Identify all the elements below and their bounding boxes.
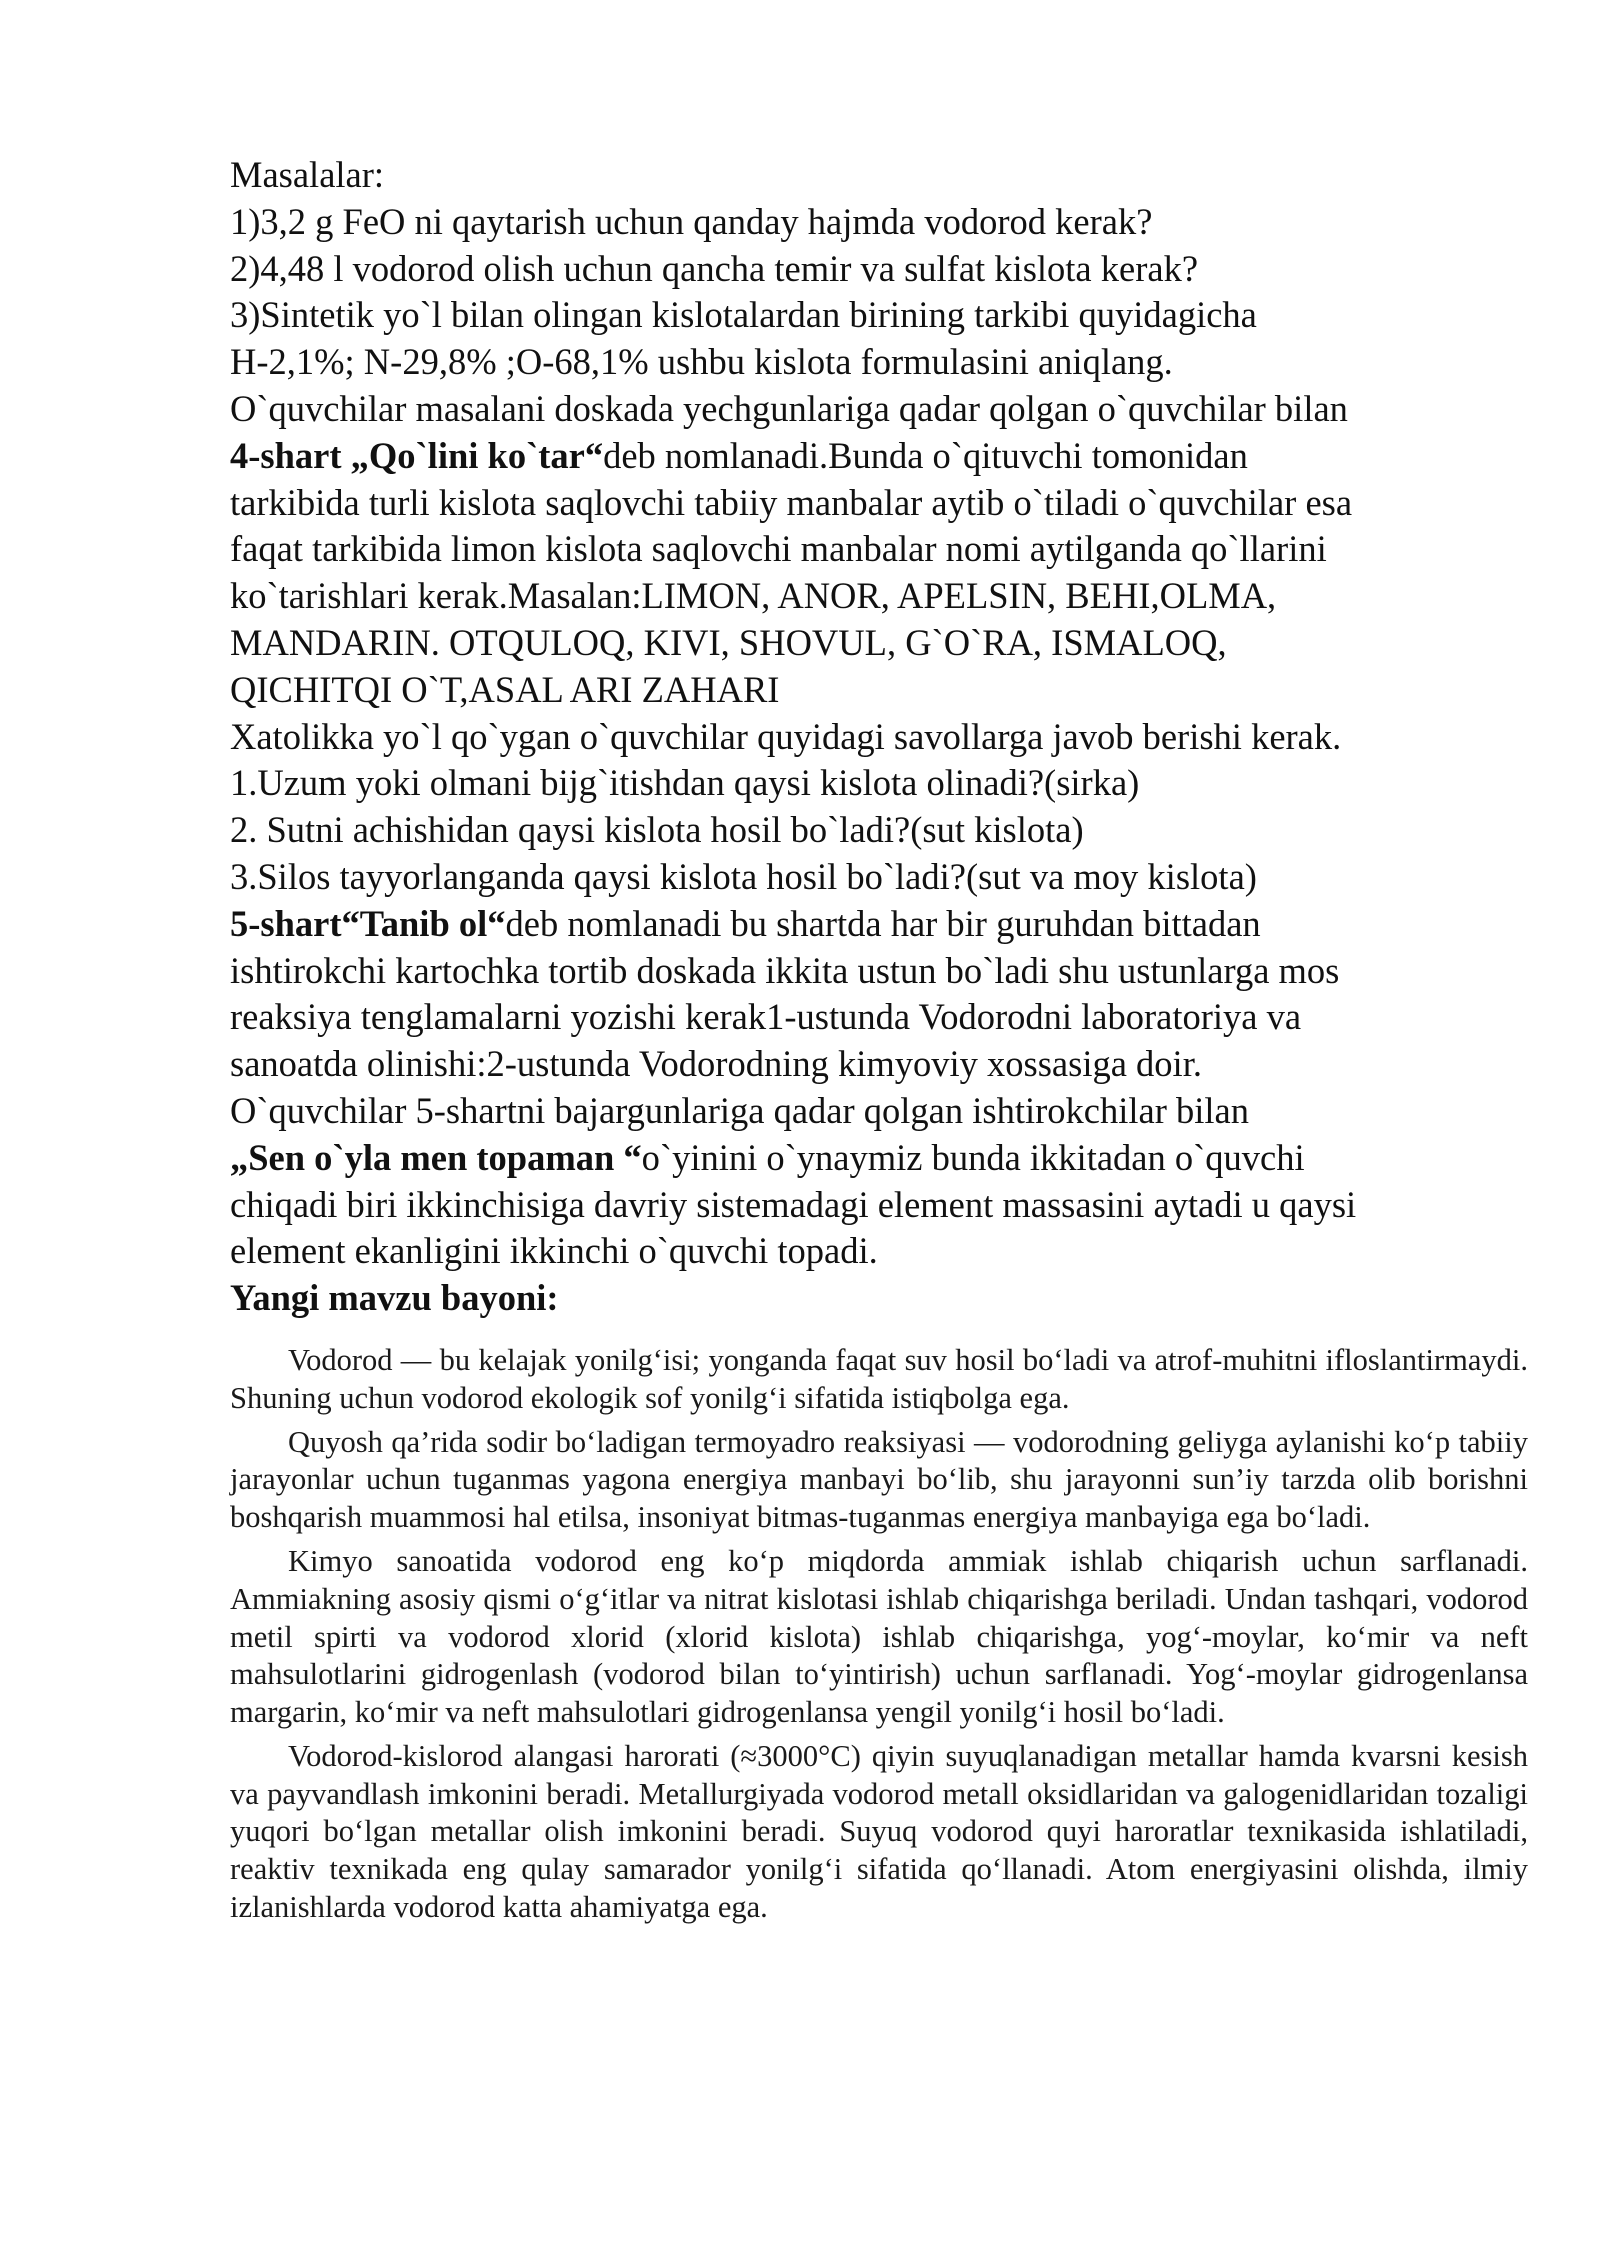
question-line: 3.Silos tayyorlanganda qaysi kislota hosil bo`ladi?(sut va moy kislota) <box>230 855 1257 897</box>
text-line: ishtirokchi kartochka tortib doskada ikkita ustun bo`ladi shu ustunlarga mos <box>230 949 1340 991</box>
new-topic-text <box>230 1342 1528 1927</box>
shart4-title-line <box>230 433 1530 480</box>
text-line: O`quvchilar 5-shartni bajargunlariga qadar qolgan ishtirokchilar bilan <box>230 1089 1249 1131</box>
text-line: element ekanligini ikkinchi o`quvchi topadi. <box>230 1230 878 1272</box>
text-line: MANDARIN. OTQULOQ, KIVI, SHOVUL, G`O`RA, ISMALOQ, <box>230 621 1227 663</box>
problem-line: 2)4,48 l vodorod olish uchun qancha temir va sulfat kislota kerak? <box>230 247 1199 289</box>
text-line: tarkibida turli kislota saqlovchi tabiiy manbalar aytib o`tiladi o`quvchilar esa <box>230 481 1353 523</box>
game-title-line <box>230 1135 1530 1182</box>
topic-paragraph: Kimyo sanoatida vodorod eng ko‘p miqdorda ammiak ishlab chiqarish uchun sarflanadi. Ammiakning asosiy qismi o‘g‘itlar va nitrat kislotasi ishlab chiqarishga beriladi. Undan tashqari, vodorod metil spirti va vodorod xlorid (xlorid kislota) ishlab chiqarishga, yog‘-moylar, ko‘mir va neft mahsulotlarini gidrogenlash (vodorod bilan to‘yintirish) uchun sarflanadi. Yog‘-moylar gidrogenlansa margarin, ko‘mir va neft mahsulotlari gidrogenlansa yengil yonilg‘i hosil bo‘ladi. <box>230 1543 1528 1730</box>
document-page <box>230 152 1530 1933</box>
text-line: QICHITQI O`T,ASAL ARI ZAHARI <box>230 668 780 710</box>
problem-line: 3)Sintetik yo`l bilan olingan kislotalardan birining tarkibi quyidagicha <box>230 294 1257 336</box>
text-line: sanoatda olinishi:2-ustunda Vodorodning kimyoviy xossasiga doir. <box>230 1043 1202 1085</box>
text-line: faqat tarkibida limon kislota saqlovchi manbalar nomi aytilganda qo`llarini <box>230 528 1327 570</box>
topic-paragraph: Vodorod — bu kelajak yonilg‘isi; yonganda faqat suv hosil bo‘ladi va atrof-muhitni ifloslantirmaydi. Shuning uchun vodorod ekologik sof yonilg‘i sifatida istiqbolga ega. <box>230 1342 1528 1415</box>
text-line: chiqadi biri ikkinchisiga davriy sistemadagi element massasini aytadi u qaysi <box>230 1183 1357 1225</box>
topic-paragraph: Quyosh qa’rida sodir bo‘ladigan termoyadro reaksiyasi — vodorodning geliyga aylanishi ko‘p tabiiy jarayonlar uchun tuganmas yagona energiya manbayi bo‘lib, shu jarayonni sun’iy tarzda olib borishni boshqarish muammosi hal etilsa, insoniyat bitmas-tuganmas energiya manbayiga ega bo‘ladi. <box>230 1424 1528 1535</box>
new-topic-heading: Yangi mavzu bayoni: <box>230 1277 559 1319</box>
question-line: 2. Sutni achishidan qaysi kislota hosil bo`ladi?(sut kislota) <box>230 809 1084 851</box>
shart5-title-rest: deb nomlanadi bu shartda har bir guruhdan bittadan <box>505 902 1261 944</box>
game-title: „Sen o`yla men topaman “ <box>230 1136 642 1178</box>
shart5-title-line <box>230 901 1530 948</box>
text-line: reaksiya tenglamalarni yozishi kerak1-ustunda Vodorodni laboratoriya va <box>230 996 1302 1038</box>
topic-paragraph: Vodorod-kislorod alangasi harorati (≈3000°C) qiyin suyuqlanadigan metallar hamda kvarsni kesish va payvandlash imkonini beradi. Metallurgiyada vodorod metall oksidlaridan va galogenidlaridan tozaligi yuqori bo‘lgan metallar olish imkonini beradi. Suyuq vodorod quyi haroratlar texnikasida ishlatiladi, reaktiv texnikada eng qulay samarador yonilg‘i sifatida qo‘llanadi. Atom energiyasini olishda, ilmiy izlanishlarda vodorod katta ahamiyatga ega. <box>230 1738 1528 1925</box>
problem-line: H-2,1%; N-29,8% ;O-68,1% ushbu kislota formulasini aniqlang. <box>230 341 1173 383</box>
text-line: ko`tarishlari kerak.Masalan:LIMON, ANOR, APELSIN, BEHI,OLMA, <box>230 575 1277 617</box>
question-line: 1.Uzum yoki olmani bijg`itishdan qaysi kislota olinadi?(sirka) <box>230 762 1140 804</box>
game-title-rest: o`yinini o`ynaymiz bunda ikkitadan o`quvchi <box>641 1136 1305 1178</box>
shart4-title-rest: deb nomlanadi.Bunda o`qituvchi tomonidan <box>603 434 1248 476</box>
lesson-tasks-section <box>230 152 1530 1322</box>
shart5-title: 5-shart“Tanib ol“ <box>230 902 506 944</box>
shart4-intro: O`quvchilar masalani doskada yechgunlariga qadar qolgan o`quvchilar bilan <box>230 387 1348 429</box>
page-title: Masalalar: <box>230 154 385 195</box>
problem-line: 1)3,2 g FeO ni qaytarish uchun qanday hajmda vodorod kerak? <box>230 200 1153 242</box>
text-line: Xatolikka yo`l qo`ygan o`quvchilar quyidagi savollarga javob berishi kerak. <box>230 715 1342 757</box>
shart4-title: 4-shart „Qo`lini ko`tar“ <box>230 434 604 476</box>
